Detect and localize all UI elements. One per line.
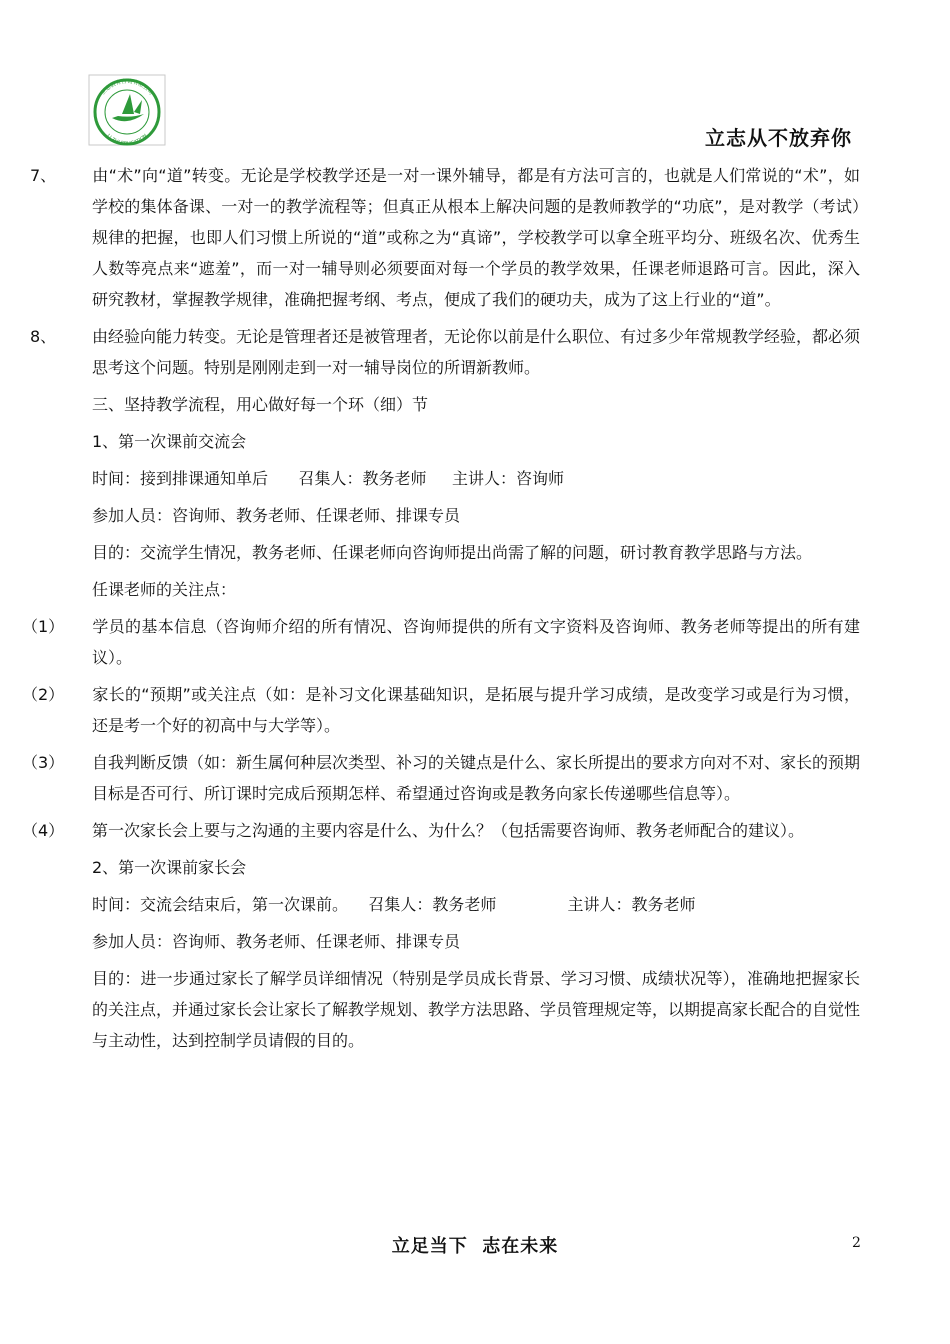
focus-item-2 — [22, 679, 860, 741]
svg-text:LI ZHI EDUCATION: LI ZHI EDUCATION — [105, 133, 149, 146]
meeting-participants: 参加人员：咨询师、教务老师、任课老师、排课专员 — [92, 506, 461, 525]
item-number: （1） — [22, 617, 65, 636]
focus-item-3 — [22, 747, 861, 809]
focus-item-4 — [22, 815, 860, 846]
item-number: （4） — [22, 821, 65, 840]
item-number: （2） — [22, 685, 65, 704]
item-text: 第一次家长会上要与之沟通的主要内容是什么、为什么？（包括需要咨询师、教务老师配合的建议）。 — [92, 821, 805, 840]
subsection-title: 2、第一次课前家长会 — [92, 858, 247, 877]
meeting-time: 时间：交流会结束后，第一次课前。 召集人：教务老师 主讲人：教务老师 — [92, 895, 696, 914]
header-slogan: 立志从不放弃你 — [705, 126, 852, 150]
document-body — [22, 160, 861, 1062]
meeting-purpose: 目的：进一步通过家长了解学员详细情况（特别是学员成长背景、学习习惯、成绩状况等），准确地把握家长的关注点，并通过家长会让家长了解教学规划、教学方法思路、学员管理规定等，以期提高家长配合的自觉性与主动性，达到控制学员请假的目的。 — [92, 969, 861, 1050]
paragraph-number: 7、 — [30, 166, 57, 185]
paragraph-text: 由“术”向“道”转变。无论是学校教学还是一对一课外辅导，都是有方法可言的，也就是人们常说的“术”，如学校的集体备课、一对一的教学流程等；但真正从根本上解决问题的是教师教学的“功底”，是对教学（考试）规律的把握，也即人们习惯上所说的“道”或称之为“真谛”，学校教学可以拿全班平均分、班级名次、优秀生人数等亮点来“遮羞”，而一对一辅导则必须要面对每一个学员的教学效果，任课老师退路可言。因此，深入研究教材，掌握教学规律，准确把握考纲、考点，便成了我们的硬功夫，成为了这上行业的“道”。 — [92, 166, 860, 309]
paragraph-text: 由经验向能力转变。无论是管理者还是被管理者，无论你以前是什么职位、有过多少年常规教学经验，都必须思考这个问题。特别是刚刚走到一对一辅导岗位的所谓新教师。 — [92, 327, 861, 377]
logo-emblem-icon — [88, 74, 166, 146]
subsection-title: 1、第一次课前交流会 — [92, 432, 247, 451]
item-number: （3） — [22, 753, 65, 772]
focus-heading: 任课老师的关注点： — [92, 580, 237, 599]
item-text: 自我判断反馈（如：新生属何种层次类型、补习的关键点是什么、家长所提出的要求方向对不对、家长的预期目标是否可行、所订课时完成后预期怎样、希望通过咨询或是教务向家长传递哪些信息等）。 — [92, 753, 861, 803]
page-number: 2 — [852, 1235, 861, 1251]
paragraph-number: 8、 — [30, 327, 57, 346]
paragraph-7 — [30, 160, 860, 315]
item-text: 家长的“预期”或关注点（如：是补习文化课基础知识，是拓展与提升学习成绩，是改变学习或是行为习惯，还是考一个好的初高中与大学等）。 — [92, 685, 860, 735]
meeting-participants: 参加人员：咨询师、教务老师、任课老师、排课专员 — [92, 932, 461, 951]
focus-item-1 — [22, 611, 860, 673]
meeting-purpose: 目的：交流学生情况，教务老师、任课老师向咨询师提出尚需了解的问题，研讨教育教学思路与方法。 — [92, 543, 813, 562]
item-text: 学员的基本信息（咨询师介绍的所有情况、咨询师提供的所有文字资料及咨询师、教务老师等提出的所有建议）。 — [92, 617, 860, 667]
paragraph-8 — [30, 321, 860, 383]
company-logo — [88, 74, 166, 146]
footer-slogan: 立足当下 志在未来 — [391, 1236, 559, 1257]
svg-text:立志教育咨询有限公司: 立志教育咨询有限公司 — [100, 78, 154, 97]
meeting-time: 时间：接到排课通知单后 召集人：教务老师 主讲人：咨询师 — [92, 469, 564, 488]
section-heading: 三、坚持教学流程，用心做好每一个环（细）节 — [92, 395, 429, 414]
